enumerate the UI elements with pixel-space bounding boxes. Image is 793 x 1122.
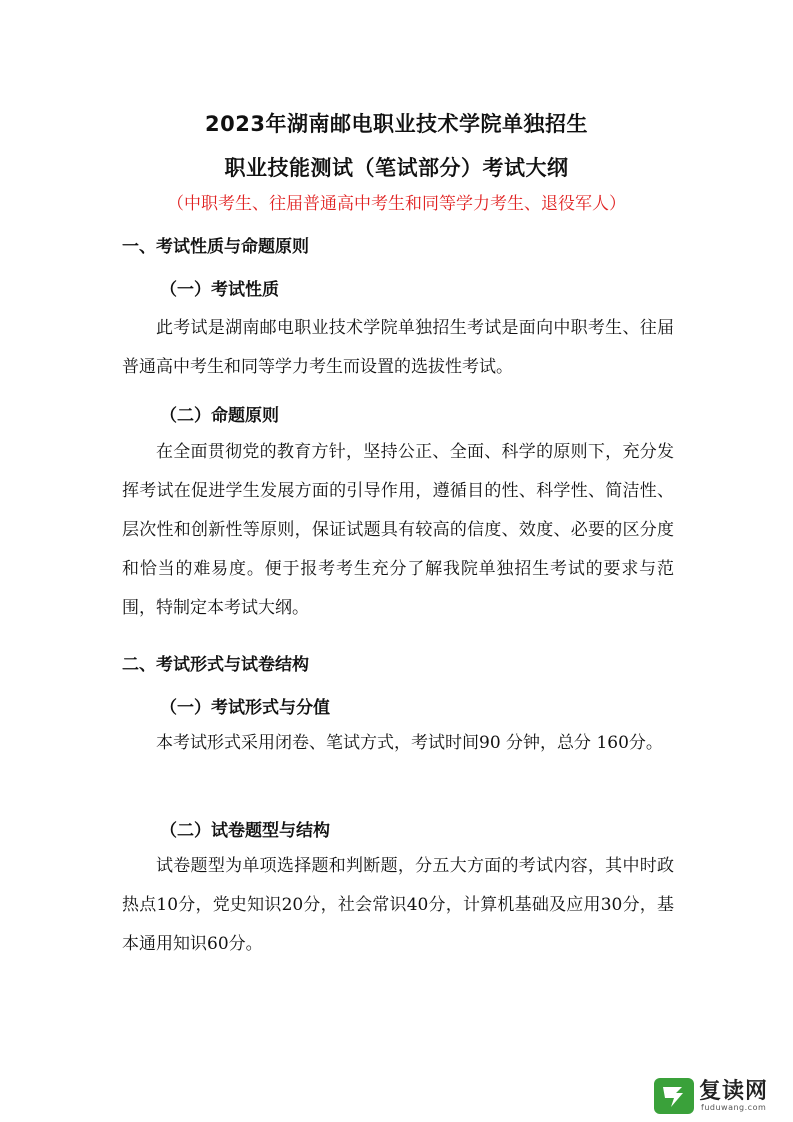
fuduwang-logo-icon	[652, 1074, 696, 1118]
site-watermark-logo	[652, 1074, 788, 1118]
section2-sub2-text: 试卷题型为单项选择题和判断题，分五大方面的考试内容，其中时政热点10分，党史知识20分，社会常识40分，计算机基础及应用30分，基本通用知识60分。	[122, 856, 674, 954]
section2-sub1-text: 本考试形式采用闭卷、笔试方式，考试时间90 分钟，总分 160分。	[156, 733, 663, 753]
section1-sub1-text: 此考试是湖南邮电职业技术学院单独招生考试是面向中职考生、往届普通高中考生和同等学力考生而设置的选拔性考试。	[122, 318, 674, 377]
document-title-line1: 2023年湖南邮电职业技术学院单独招生	[205, 112, 588, 136]
watermark-name: 复读网	[699, 1079, 769, 1104]
document-subtitle: （中职考生、往届普通高中考生和同等学力考生、退役军人）	[167, 194, 626, 214]
document-title-line2: 职业技能测试（笔试部分）考试大纲	[224, 156, 569, 180]
section1-sub1-heading: （一）考试性质	[160, 280, 279, 300]
section1-sub2-text: 在全面贯彻党的教育方针，坚持公正、全面、科学的原则下，充分发挥考试在促进学生发展方面的引导作用，遵循目的性、科学性、简洁性、层次性和创新性等原则，保证试题具有较高的信度、效度、必要的区分度和恰当的难易度。便于报考考生充分了解我院单独招生考试的要求与范围，特制定本考试大纲。	[122, 442, 674, 618]
watermark-domain: fuduwang.com	[701, 1103, 767, 1112]
section2-sub2-heading: （二）试卷题型与结构	[160, 821, 330, 841]
section1-sub2-heading: （二）命题原则	[160, 406, 279, 426]
section2-heading: 二、考试形式与试卷结构	[122, 655, 309, 675]
section2-sub1-heading: （一）考试形式与分值	[160, 698, 330, 718]
section1-heading: 一、考试性质与命题原则	[122, 237, 309, 257]
